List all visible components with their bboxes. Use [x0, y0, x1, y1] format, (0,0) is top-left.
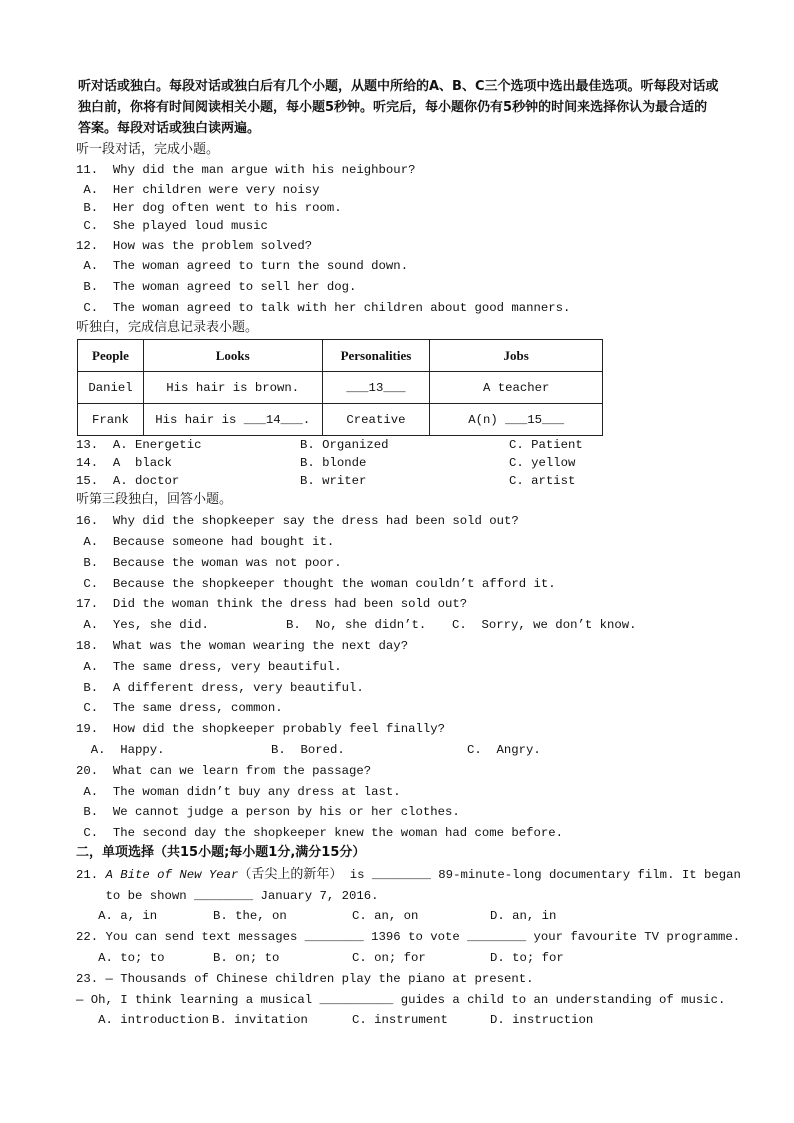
- option-22d: D. to; for: [490, 951, 564, 965]
- option-18b: B. A different dress, very beautiful.: [76, 681, 364, 695]
- info-record-table: [77, 339, 603, 436]
- question-17: 17. Did the woman think the dress had been sold out?: [76, 597, 468, 611]
- table-cell: [143, 404, 322, 436]
- option-22b: B. on; to: [213, 951, 280, 965]
- option-23d: D. instruction: [490, 1013, 594, 1027]
- option-21b: B. the, on: [213, 909, 287, 923]
- option-18a: A. The same dress, very beautiful.: [76, 660, 342, 674]
- cell-text: .: [302, 412, 311, 427]
- table-header-cell: People: [78, 340, 144, 372]
- option-11b: B. Her dog often went to his room.: [76, 201, 342, 215]
- option-17b: B. No, she didn’t.: [286, 618, 427, 632]
- table-cell: ___13___: [322, 372, 430, 404]
- question-23: 23. — Thousands of Chinese children play the piano at present.: [76, 972, 534, 986]
- question-23-line-2: — Oh, I think learning a musical __________ guides a child to an understanding of music.: [76, 993, 726, 1007]
- option-22a: A. to; to: [76, 951, 165, 965]
- question-12: 12. How was the problem solved?: [76, 239, 313, 253]
- option-20b: B. We cannot judge a person by his or her clothes.: [76, 805, 460, 819]
- option-11c: C. She played loud music: [76, 219, 268, 233]
- table-row: [78, 372, 603, 404]
- table-header-cell: Looks: [143, 340, 322, 372]
- section-3-header: 听第三段独白，回答小题。: [76, 492, 233, 507]
- option-14b: B. blonde: [300, 456, 367, 470]
- option-11a: A. Her children were very noisy: [76, 183, 320, 197]
- option-21a: A. a, in: [76, 909, 158, 923]
- option-23a: A. introduction: [76, 1013, 209, 1027]
- option-17a: A. Yes, she did.: [76, 618, 209, 632]
- option-22c: C. on; for: [352, 951, 426, 965]
- blank-14: ___14___: [243, 412, 303, 427]
- option-20a: A. The woman didn’t buy any dress at last.: [76, 785, 401, 799]
- film-title-cn: （舌尖上的新年）: [238, 867, 343, 882]
- option-19b: B. Bored.: [271, 743, 345, 757]
- table-cell: Creative: [322, 404, 430, 436]
- option-12b: B. The woman agreed to sell her dog.: [76, 280, 357, 294]
- table-cell: Frank: [78, 404, 144, 436]
- question-21-line-2: to be shown ________ January 7, 2016.: [76, 889, 379, 903]
- option-16c: C. Because the shopkeeper thought the woman couldn’t afford it.: [76, 577, 556, 591]
- part-2-header: 二，单项选择（共15小题;每小题1分,满分15分）: [76, 845, 366, 860]
- table-cell: Daniel: [78, 372, 144, 404]
- question-22: 22. You can send text messages ________ 1396 to vote ________ your favourite TV programme.: [76, 930, 741, 944]
- question-14: 14. A black: [76, 456, 172, 470]
- table-cell: A teacher: [430, 372, 603, 404]
- question-13: 13. A. Energetic: [76, 438, 202, 452]
- option-14c: C. yellow: [509, 456, 576, 470]
- option-13b: B. Organized: [300, 438, 389, 452]
- table-header-cell: Jobs: [430, 340, 603, 372]
- question-21: [76, 865, 741, 885]
- option-12a: A. The woman agreed to turn the sound down.: [76, 259, 409, 273]
- option-20c: C. The second day the shopkeeper knew the woman had come before.: [76, 826, 564, 840]
- cell-text: His hair is: [155, 412, 244, 427]
- table-row: [78, 404, 603, 436]
- option-17c: C. Sorry, we don’t know.: [452, 618, 637, 632]
- option-18c: C. The same dress, common.: [76, 701, 283, 715]
- option-19c: C. Angry.: [467, 743, 541, 757]
- cell-text: A(n): [468, 412, 506, 427]
- section-1-header: 听一段对话，完成小题。: [76, 142, 220, 157]
- option-21c: C. an, on: [352, 909, 419, 923]
- question-19: 19. How did the shopkeeper probably feel finally?: [76, 722, 445, 736]
- table-header-row: [78, 340, 603, 372]
- section-2-header: 听独白，完成信息记录表小题。: [76, 320, 259, 335]
- question-20: 20. What can we learn from the passage?: [76, 764, 372, 778]
- option-13c: C. Patient: [509, 438, 583, 452]
- option-19a: A. Happy.: [76, 743, 165, 757]
- question-11: 11. Why did the man argue with his neighbour?: [76, 163, 416, 177]
- option-23c: C. instrument: [352, 1013, 448, 1027]
- question-16: 16. Why did the shopkeeper say the dress had been sold out?: [76, 514, 519, 528]
- option-16a: A. Because someone had bought it.: [76, 535, 335, 549]
- option-15c: C. artist: [509, 474, 576, 488]
- table-cell: [430, 404, 603, 436]
- table-cell: His hair is brown.: [143, 372, 322, 404]
- film-title: A Bite of New Year: [105, 868, 239, 882]
- option-12c: C. The woman agreed to talk with her children about good manners.: [76, 301, 571, 315]
- listening-instructions: 听对话或独白。每段对话或独白后有几个小题，从题中所给的A、B、C三个选项中选出最佳选项。听每段对话或独白前，你将有时间阅读相关小题，每小题5秒钟。听完后，每小题你仍有5秒钟的时间来选择你认为最合适的答案。每段对话或独白读两遍。: [78, 79, 719, 136]
- question-18: 18. What was the woman wearing the next day?: [76, 639, 409, 653]
- option-15b: B. writer: [300, 474, 367, 488]
- option-23b: B. invitation: [212, 1013, 308, 1027]
- table-header-cell: Personalities: [322, 340, 430, 372]
- option-16b: B. Because the woman was not poor.: [76, 556, 342, 570]
- blank-15: ___15___: [505, 412, 565, 427]
- option-21d: D. an, in: [490, 909, 557, 923]
- question-15: 15. A. doctor: [76, 474, 180, 488]
- question-number: 21.: [76, 868, 106, 882]
- question-text: is ________ 89-minute-long documentary film. It began: [342, 868, 741, 882]
